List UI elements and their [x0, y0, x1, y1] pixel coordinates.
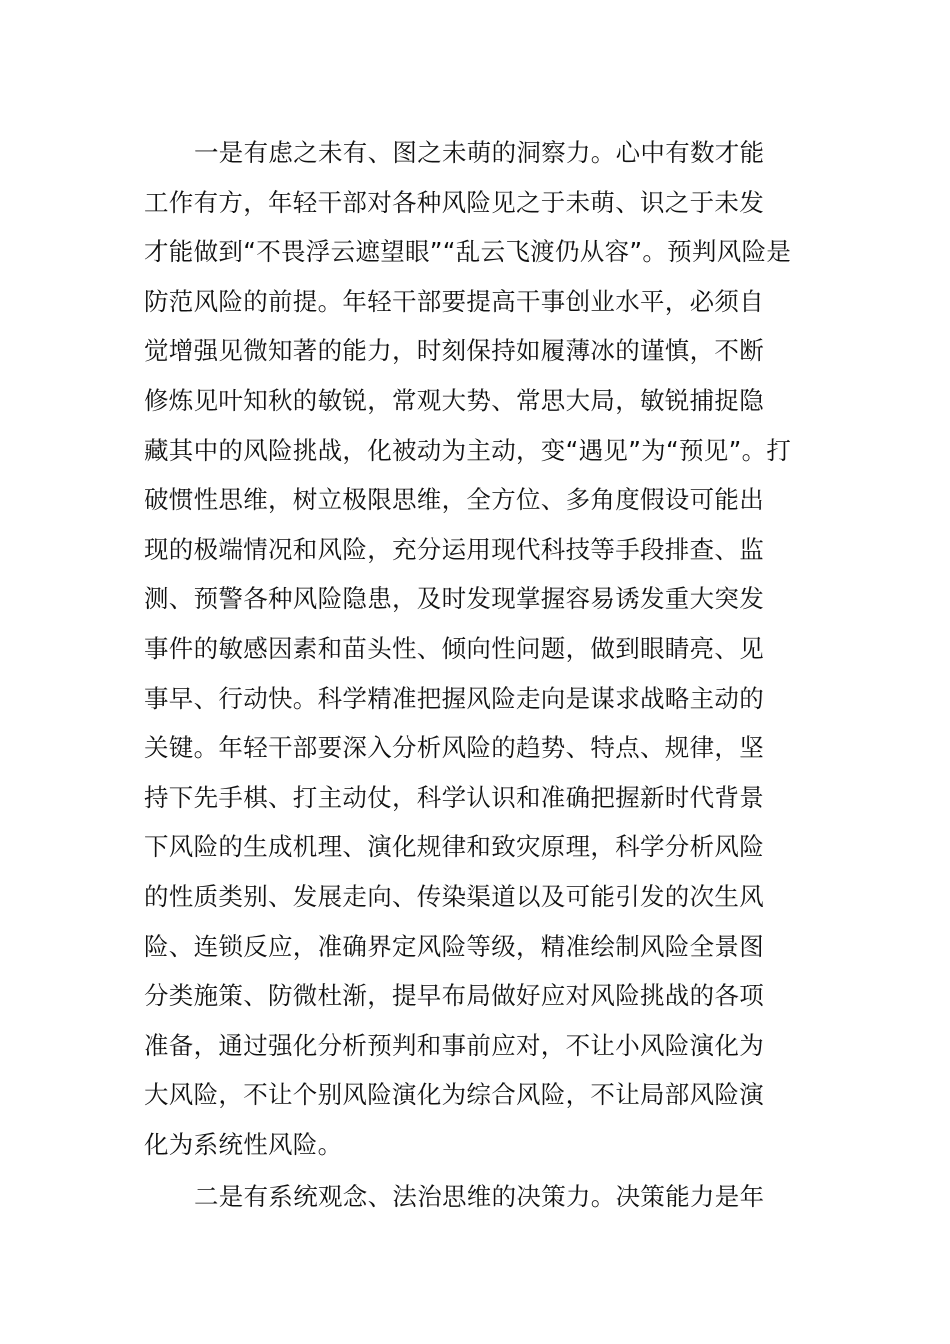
- paragraph-line: 藏其中的风险挑战，化被动为主动，变“遇见”为“预见”。打: [144, 435, 792, 465]
- paragraph-2: [144, 1172, 807, 1222]
- paragraph-line: 修炼见叶知秋的敏锐，常观大势、常思大局，敏锐捕捉隐: [144, 385, 764, 415]
- paragraph-line: 破惯性思维，树立极限思维，全方位、多角度假设可能出: [144, 485, 764, 515]
- paragraph-line: 一是有虑之未有、图之未萌的洞察力。心中有数才能: [194, 138, 765, 167]
- paragraph-line: 觉增强见微知著的能力，时刻保持如履薄冰的谨慎，不断: [144, 336, 764, 366]
- paragraph-line: 准备，通过强化分析预判和事前应对，不让小风险演化为: [144, 1030, 764, 1060]
- paragraph-line: 分类施策、防微杜渐，提早布局做好应对风险挑战的各项: [144, 981, 764, 1011]
- paragraph-line: 关键。年轻干部要深入分析风险的趋势、特点、规律，坚: [144, 733, 764, 763]
- paragraph-line: 大风险，不让个别风险演化为综合风险，不让局部风险演: [144, 1080, 764, 1110]
- paragraph-line: 现的极端情况和风险，充分运用现代科技等手段排查、监: [144, 534, 764, 564]
- paragraph-line: 事早、行动快。科学精准把握风险走向是谋求战略主动的: [144, 683, 764, 713]
- paragraph-line: 的性质类别、发展走向、传染渠道以及可能引发的次生风: [144, 881, 764, 911]
- paragraph-line: 险、连锁反应，准确界定风险等级，精准绘制风险全景图: [144, 931, 764, 961]
- paragraph-1: [144, 128, 807, 1169]
- document-body: [144, 128, 807, 1222]
- paragraph-line: 才能做到“不畏浮云遮望眼”“乱云飞渡仍从容”。预判风险是: [144, 237, 792, 267]
- paragraph-line: 持下先手棋、打主动仗，科学认识和准确把握新时代背景: [144, 782, 764, 812]
- paragraph-line: 下风险的生成机理、演化规律和致灾原理，科学分析风险: [144, 832, 764, 862]
- paragraph-line: 化为系统性风险。: [144, 1129, 343, 1159]
- paragraph-line: 测、预警各种风险隐患，及时发现掌握容易诱发重大突发: [144, 584, 764, 614]
- paragraph-line: 事件的敏感因素和苗头性、倾向性问题，做到眼睛亮、见: [144, 633, 764, 663]
- paragraph-line: 工作有方，年轻干部对各种风险见之于未萌、识之于未发: [144, 187, 764, 217]
- paragraph-line: 防范风险的前提。年轻干部要提高干事创业水平，必须自: [144, 286, 764, 316]
- paragraph-line: 二是有系统观念、法治思维的决策力。决策能力是年: [194, 1182, 765, 1212]
